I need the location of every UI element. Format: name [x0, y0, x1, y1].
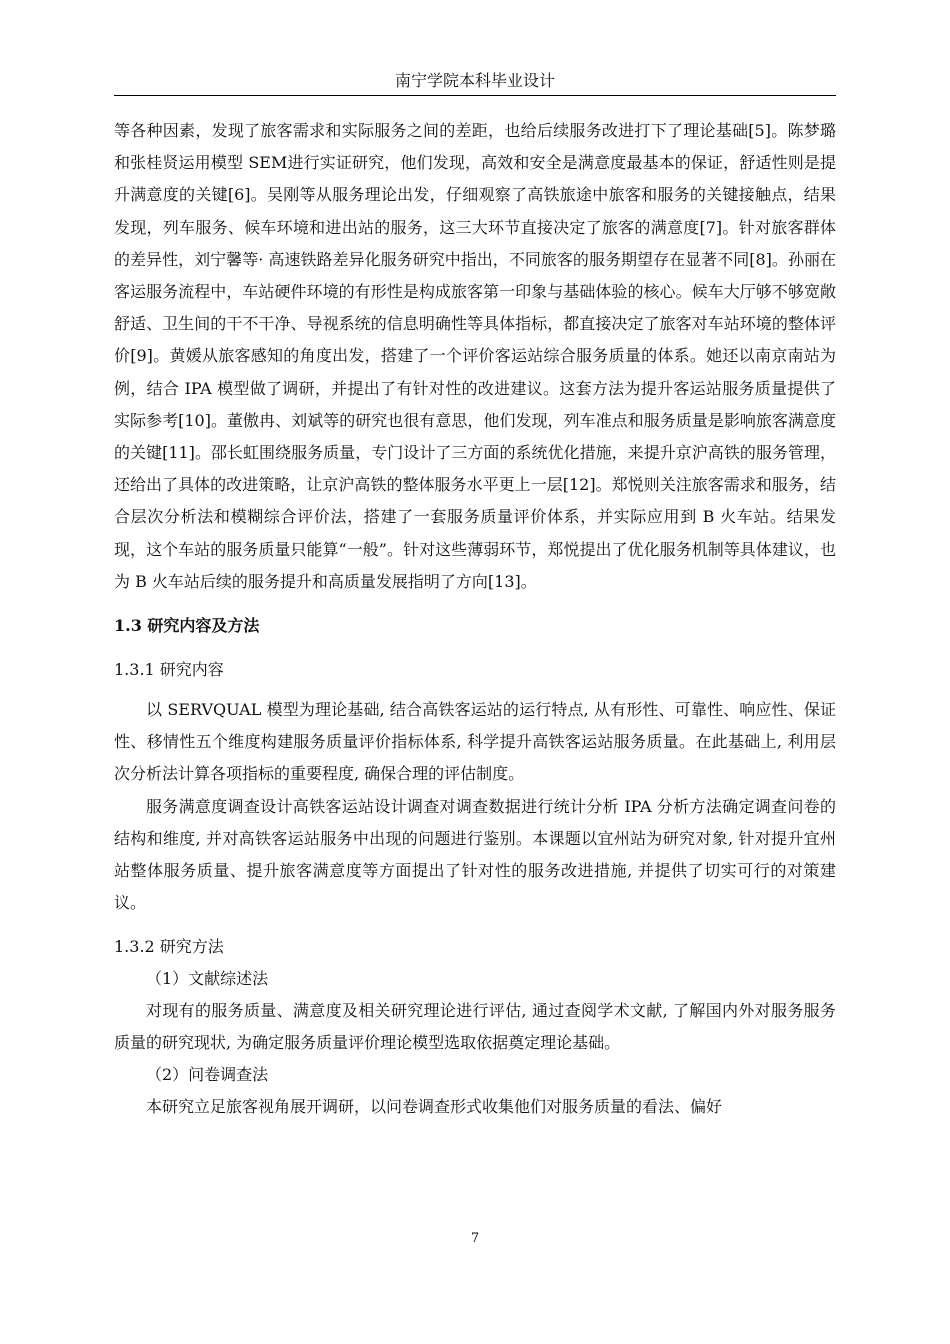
page-header-title: 南宁学院本科毕业设计 — [394, 71, 555, 90]
method-title-literature-review: （1）文献综述法 — [146, 969, 269, 989]
section-heading: 1.3 研究内容及方法 — [114, 616, 260, 636]
body-paragraph: 等各种因素，发现了旅客需求和实际服务之间的差距，也给后续服务改进打下了理论基础[5]。陈梦璐和张桂贤运用模型 SEM进行实证研究，他们发现，高效和安全是满意度最基本的保证，舒适性则是提升满意度的关键[6]。吴刚等从服务理论出发，仔细观察了高铁旅途中旅客和服务的关键接触点，结果发现，列车服务、候车环境和进出站的服务，这三大环节直接决定了旅客的满意度[7]。针对旅客群体的差异性，刘宁馨等· 高速铁路差异化服务研究中指出，不同旅客的服务期望存在显著不同[8]。孙丽在客运服务流程中，车站硬件环境的有形性是构成旅客第一印象与基础体验的核心。候车大厅够不够宽敞舒适、卫生间的干不干净、导视系统的信息明确性等具体指标，都直接决定了旅客对车站环境的整体评价[9]。黄媛从旅客感知的角度出发，搭建了一个评价客运站综合服务质量的体系。她还以南京南站为例，结合 IPA 模型做了调研，并提出了有针对性的改进建议。这套方法为提升客运站服务质量提供了实际参考[10]。董傲冉、刘斌等的研究也很有意思，他们发现，列车准点和服务质量是影响旅客满意度的关键[11]。邵长虹围绕服务质量，专门设计了三方面的系统优化措施，来提升京沪高铁的服务管理，还给出了具体的改进策略，让京沪高铁的整体服务水平更上一层[12]。郑悦则关注旅客需求和服务，结合层次分析法和模糊综合评价法，搭建了一套服务质量评价体系，并实际应用到 B 火车站。结果发现，这个车站的服务质量只能算“一般”。针对这些薄弱环节，郑悦提出了优化服务机制等具体建议，也为 B 火车站后续的服务提升和高质量发展指明了方向[13]。 — [114, 121, 836, 591]
body-paragraph: 以 SERVQUAL 模型为理论基础, 结合高铁客运站的运行特点, 从有形性、可靠性、响应性、保证性、移情性五个维度构建服务质量评价指标体系, 科学提升高铁客运站服务质量。在此基础上, 利用层次分析法计算各项指标的重要程度, 确保合理的评估制度。 — [114, 700, 836, 784]
subsection-heading-research-content: 1.3.1 研究内容 — [114, 660, 224, 680]
body-paragraph: 服务满意度调查设计高铁客运站设计调查对调查数据进行统计分析 IPA 分析方法确定调查问卷的结构和维度, 并对高铁客运站服务中出现的问题进行鉴别。本课题以宜州站为研究对象, 针对提升宜州站整体服务质量、提升旅客满意度等方面提出了针对性的服务改进措施, 并提供了切实可行的对策建议。 — [114, 796, 836, 913]
page-number: 7 — [470, 1231, 480, 1246]
method-title-questionnaire: （2）问卷调查法 — [146, 1065, 269, 1085]
page-content — [114, 115, 836, 1123]
header-rule — [114, 95, 836, 96]
subsection-heading-research-methods: 1.3.2 研究方法 — [114, 937, 224, 957]
method-text: 本研究立足旅客视角展开调研，以问卷调查形式收集他们对服务质量的看法、偏好 — [146, 1097, 723, 1117]
method-text: 对现有的服务质量、满意度及相关研究理论进行评估, 通过查阅学术文献, 了解国内外对服务服务质量的研究现状, 为确定服务质量评价理论模型选取依据奠定理论基础。 — [114, 1001, 836, 1053]
